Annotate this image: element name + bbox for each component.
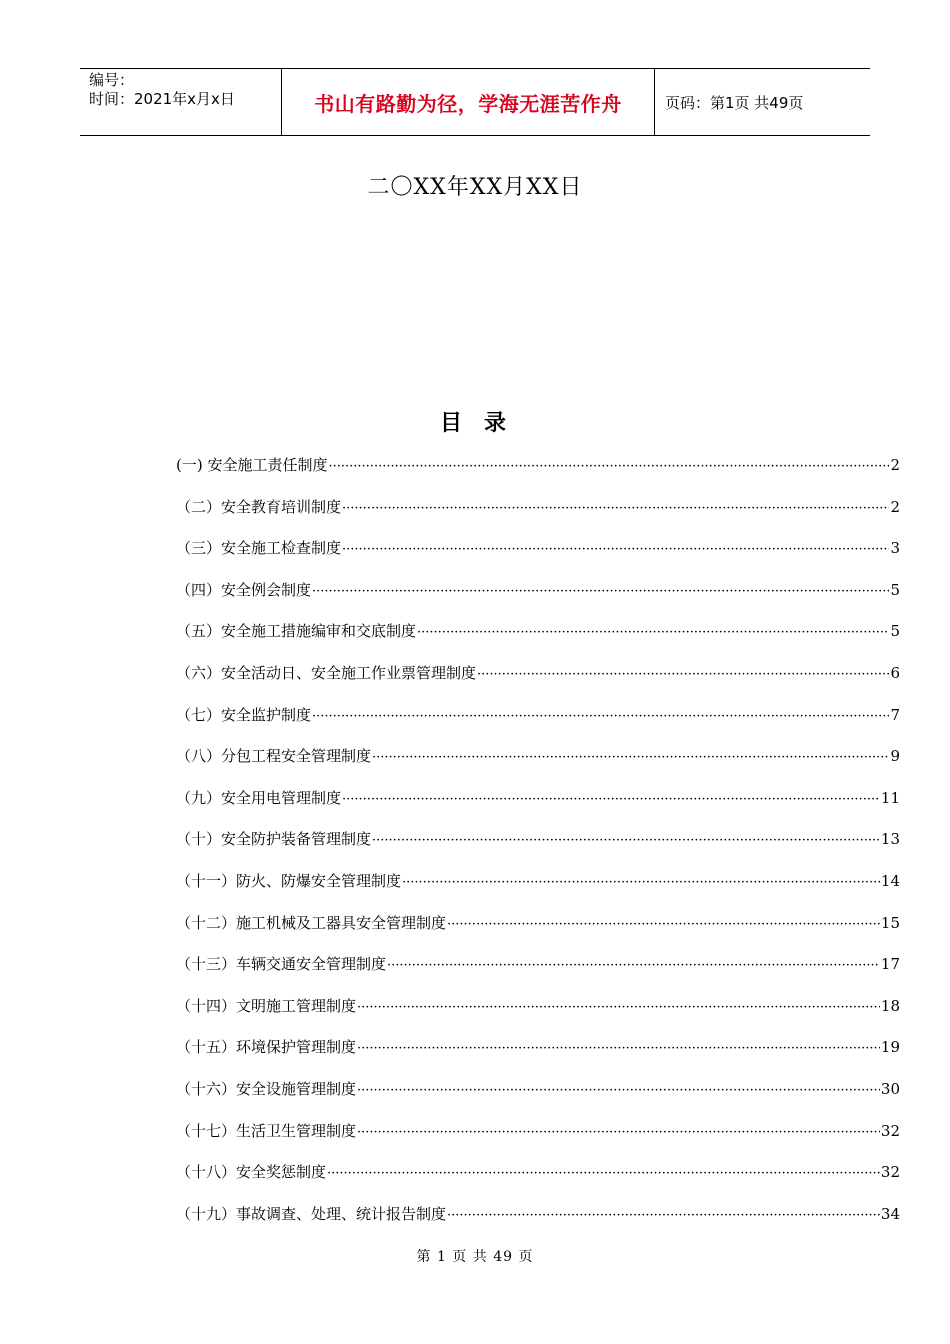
toc-entry-page: 11 bbox=[880, 788, 900, 807]
toc-entry[interactable] bbox=[176, 1203, 900, 1245]
toc-leader-dots bbox=[357, 1038, 880, 1056]
toc-entry-label: (一) 安全施工责任制度 bbox=[176, 456, 328, 474]
toc-leader-dots bbox=[387, 955, 880, 973]
toc-entry-label: （十三）车辆交通安全管理制度 bbox=[176, 955, 387, 974]
toc-leader-dots bbox=[342, 498, 889, 516]
toc-entry-page: 5 bbox=[890, 580, 900, 599]
toc-entry-label: （十七）生活卫生管理制度 bbox=[176, 1121, 357, 1140]
toc-entry[interactable] bbox=[176, 787, 900, 829]
toc-entry[interactable] bbox=[176, 579, 900, 621]
toc-entry-label: （三）安全施工检查制度 bbox=[176, 539, 342, 558]
toc-leader-dots bbox=[372, 830, 880, 848]
toc-entry-label: （十）安全防护装备管理制度 bbox=[176, 830, 372, 849]
toc-entry-label: （五）安全施工措施编审和交底制度 bbox=[176, 622, 417, 641]
toc-entry-page: 6 bbox=[890, 663, 900, 682]
toc-entry[interactable] bbox=[176, 1036, 900, 1078]
header-meta-cell bbox=[80, 69, 282, 135]
toc-entry-page: 13 bbox=[880, 830, 900, 849]
toc-entry-page: 34 bbox=[880, 1204, 900, 1223]
toc-entry[interactable] bbox=[176, 1078, 900, 1120]
toc-entry-page: 30 bbox=[880, 1079, 900, 1098]
toc-leader-dots bbox=[357, 1080, 880, 1098]
toc-entry-page: 17 bbox=[880, 955, 900, 974]
toc-entry[interactable] bbox=[176, 953, 900, 995]
toc-leader-dots bbox=[342, 539, 889, 557]
time-label: 时间：2021年x月x日 bbox=[89, 90, 235, 108]
toc-leader-dots bbox=[372, 747, 889, 765]
toc-entry-label: （二）安全教育培训制度 bbox=[176, 497, 342, 516]
toc-entry[interactable] bbox=[176, 912, 900, 954]
toc-entry-page: 15 bbox=[880, 913, 900, 932]
toc-leader-dots bbox=[312, 706, 889, 724]
toc-entry-label: （十一）防火、防爆安全管理制度 bbox=[176, 871, 402, 890]
toc-entry-label: （十五）环境保护管理制度 bbox=[176, 1038, 357, 1057]
toc-entry[interactable] bbox=[176, 454, 900, 496]
toc-entry-label: （十六）安全设施管理制度 bbox=[176, 1079, 357, 1098]
toc-entry-page: 3 bbox=[890, 539, 900, 558]
toc-entry-page: 14 bbox=[880, 871, 900, 890]
toc-entry-label: （七）安全监护制度 bbox=[176, 705, 312, 724]
toc-entry-page: 2 bbox=[890, 456, 900, 474]
toc-entry[interactable] bbox=[176, 870, 900, 912]
toc-leader-dots bbox=[402, 872, 880, 890]
toc-entry-page: 9 bbox=[890, 747, 900, 766]
toc-entry[interactable] bbox=[176, 995, 900, 1037]
toc-entry-label: （六）安全活动日、安全施工作业票管理制度 bbox=[176, 663, 477, 682]
toc-entry-label: （十二）施工机械及工器具安全管理制度 bbox=[176, 913, 447, 932]
toc-entry[interactable] bbox=[176, 745, 900, 787]
toc-leader-dots bbox=[357, 997, 880, 1015]
toc-entry-label: （十八）安全奖惩制度 bbox=[176, 1163, 327, 1182]
toc-entry[interactable] bbox=[176, 537, 900, 579]
toc-entry-label: （四）安全例会制度 bbox=[176, 580, 312, 599]
toc-entry[interactable] bbox=[176, 496, 900, 538]
toc-leader-dots bbox=[342, 789, 880, 807]
header-page-info: 页码：第1页 共49页 bbox=[665, 93, 804, 112]
toc-entry-page: 2 bbox=[890, 497, 900, 516]
toc-entry[interactable] bbox=[176, 620, 900, 662]
toc-entry-label: （十九）事故调查、处理、统计报告制度 bbox=[176, 1204, 447, 1223]
toc-leader-dots bbox=[447, 914, 880, 932]
toc-leader-dots bbox=[417, 622, 889, 640]
document-date: 二〇XX年XX月XX日 bbox=[367, 175, 583, 200]
toc-entry[interactable] bbox=[176, 704, 900, 746]
toc-leader-dots bbox=[477, 664, 889, 682]
toc-leader-dots bbox=[328, 456, 889, 474]
toc-entry-label: （八）分包工程安全管理制度 bbox=[176, 747, 372, 766]
toc-leader-dots bbox=[312, 581, 889, 599]
number-label: 编号： bbox=[89, 71, 135, 89]
toc-entry-page: 32 bbox=[880, 1163, 900, 1182]
toc-entry[interactable] bbox=[176, 662, 900, 704]
page-footer: 第 1 页 共 49 页 bbox=[416, 1249, 534, 1265]
toc-entry-page: 32 bbox=[880, 1121, 900, 1140]
toc-title: 目录 bbox=[439, 411, 528, 436]
document-header bbox=[80, 68, 870, 136]
toc-entry-page: 5 bbox=[890, 622, 900, 641]
toc-leader-dots bbox=[357, 1122, 880, 1140]
toc-entry-label: （九）安全用电管理制度 bbox=[176, 788, 342, 807]
toc-leader-dots bbox=[327, 1163, 880, 1181]
toc-entry-page: 7 bbox=[890, 705, 900, 724]
toc-entry-page: 18 bbox=[880, 996, 900, 1015]
toc-entry[interactable] bbox=[176, 1161, 900, 1203]
toc-entry-label: （十四）文明施工管理制度 bbox=[176, 996, 357, 1015]
toc-entry[interactable] bbox=[176, 1120, 900, 1162]
toc-leader-dots bbox=[447, 1205, 880, 1223]
toc-entry[interactable] bbox=[176, 828, 900, 870]
toc-entry-page: 19 bbox=[880, 1038, 900, 1057]
header-motto: 书山有路勤为径，学海无涯苦作舟 bbox=[282, 69, 655, 135]
table-of-contents bbox=[176, 454, 900, 1244]
